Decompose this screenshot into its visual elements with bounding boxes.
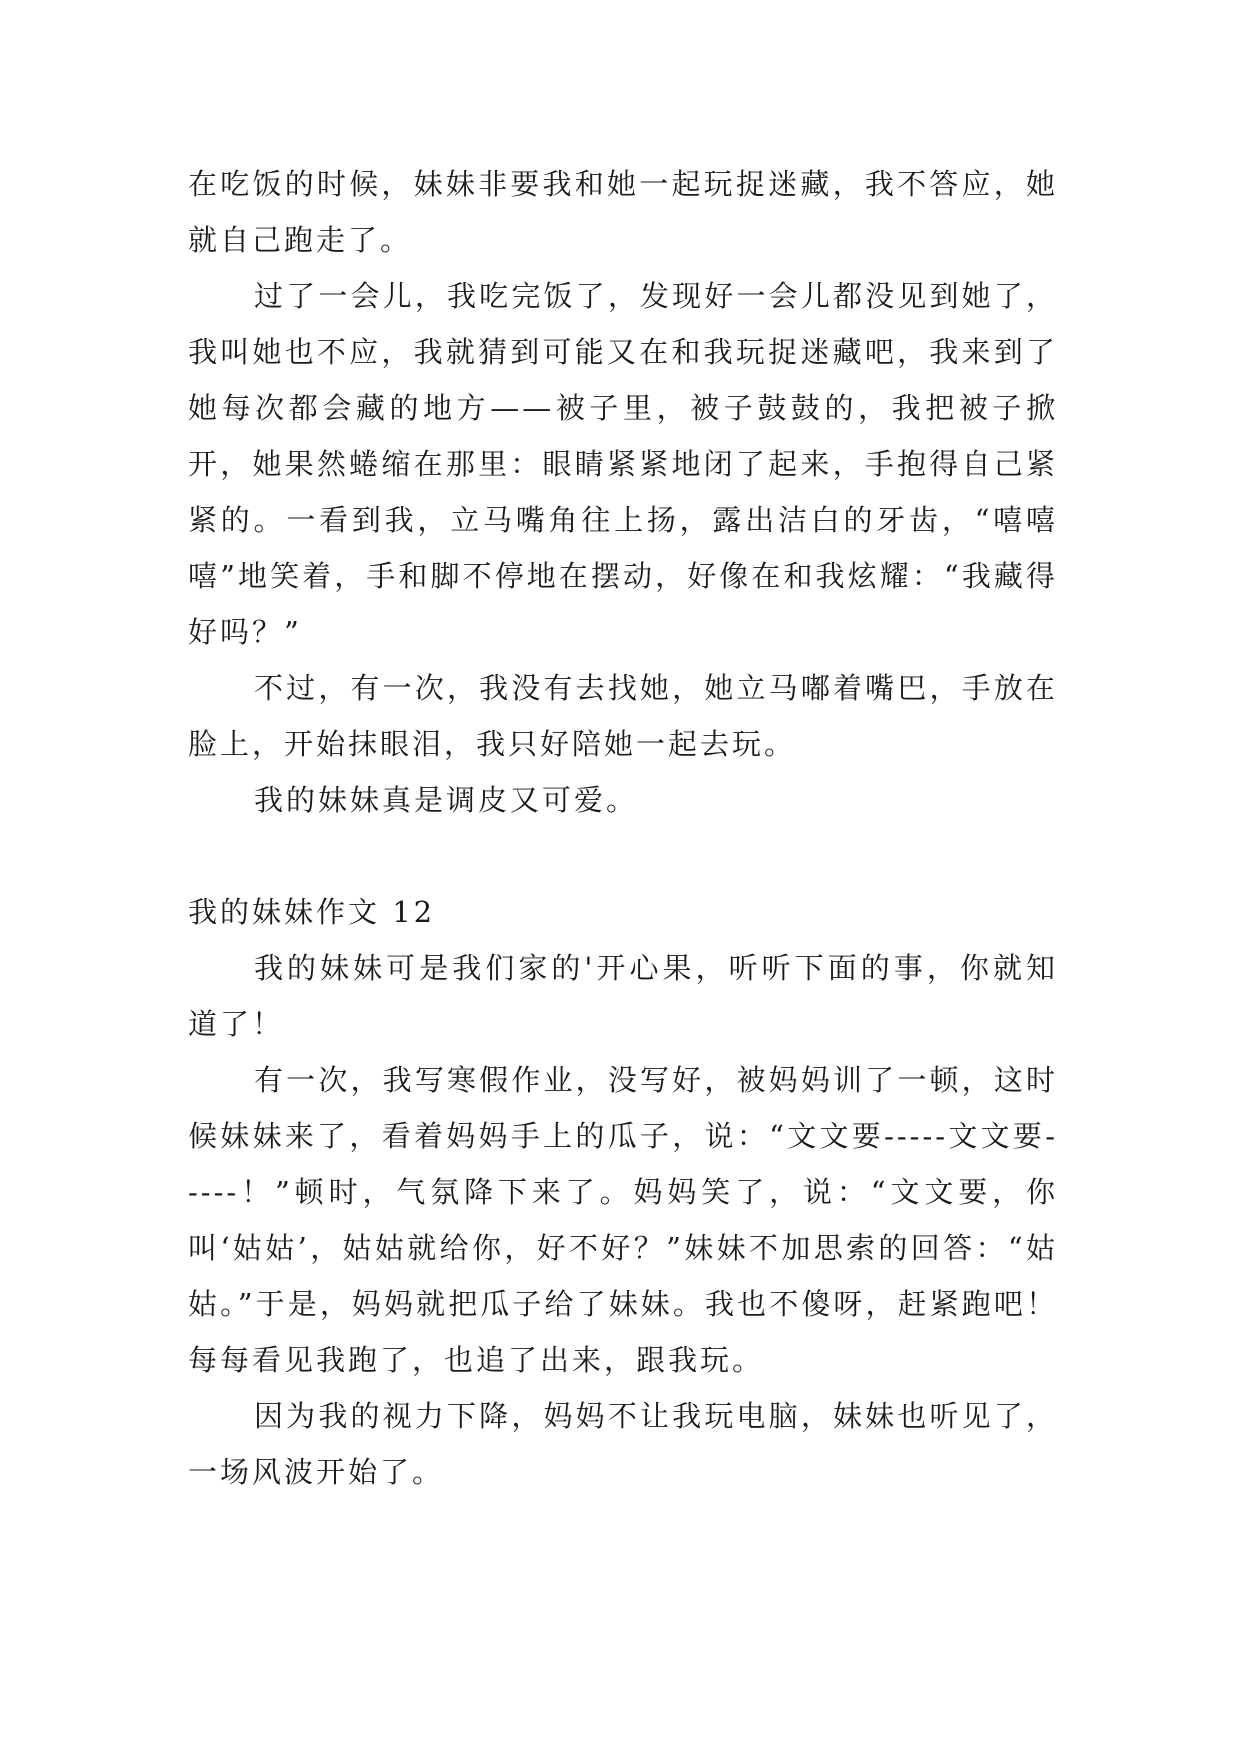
paragraph-2: 过了一会儿，我吃完饭了，发现好一会儿都没见到她了，我叫她也不应，我就猜到可能又在和我玩捉迷藏吧，我来到了她每次都会藏的地方——被子里，被子鼓鼓的，我把被子掀开，她果然蜷缩在那里：眼睛紧紧地闭了起来，手抱得自己紧紧的。一看到我，立马嘴角往上扬，露出洁白的牙齿，“嘻嘻嘻”地笑着，手和脚不停地在摆动，好像在和我炫耀：“我藏得好吗？” bbox=[188, 279, 1058, 649]
paragraph-7: 因为我的视力下降，妈妈不让我玩电脑，妹妹也听见了，一场风波开始了。 bbox=[188, 1399, 1058, 1489]
paragraph-1: 在吃饭的时候，妹妹非要我和她一起玩捉迷藏，我不答应，她就自己跑走了。 bbox=[188, 167, 1058, 257]
document-page bbox=[188, 156, 1058, 1500]
paragraph-5: 我的妹妹可是我们家的'开心果，听听下面的事，你就知道了！ bbox=[188, 951, 1058, 1041]
paragraph-4: 我的妹妹真是调皮又可爱。 bbox=[254, 783, 639, 817]
paragraph-6: 有一次，我写寒假作业，没写好，被妈妈训了一顿，这时候妹妹来了，看着妈妈手上的瓜子，说：“文文要-----文文要-----！”顿时，气氛降下来了。妈妈笑了，说：“文文要，你叫‘姑姑’，姑姑就给你，好不好？”妹妹不加思索的回答：“姑姑。”于是，妈妈就把瓜子给了妹妹。我也不傻呀，赶紧跑吧！每每看见我跑了，也追了出来，跟我玩。 bbox=[188, 1063, 1058, 1377]
section-spacer bbox=[188, 828, 1058, 884]
section-title: 我的妹妹作文 12 bbox=[188, 895, 436, 929]
paragraph-3: 不过，有一次，我没有去找她，她立马嘟着嘴巴，手放在脸上，开始抹眼泪，我只好陪她一起去玩。 bbox=[188, 671, 1058, 761]
